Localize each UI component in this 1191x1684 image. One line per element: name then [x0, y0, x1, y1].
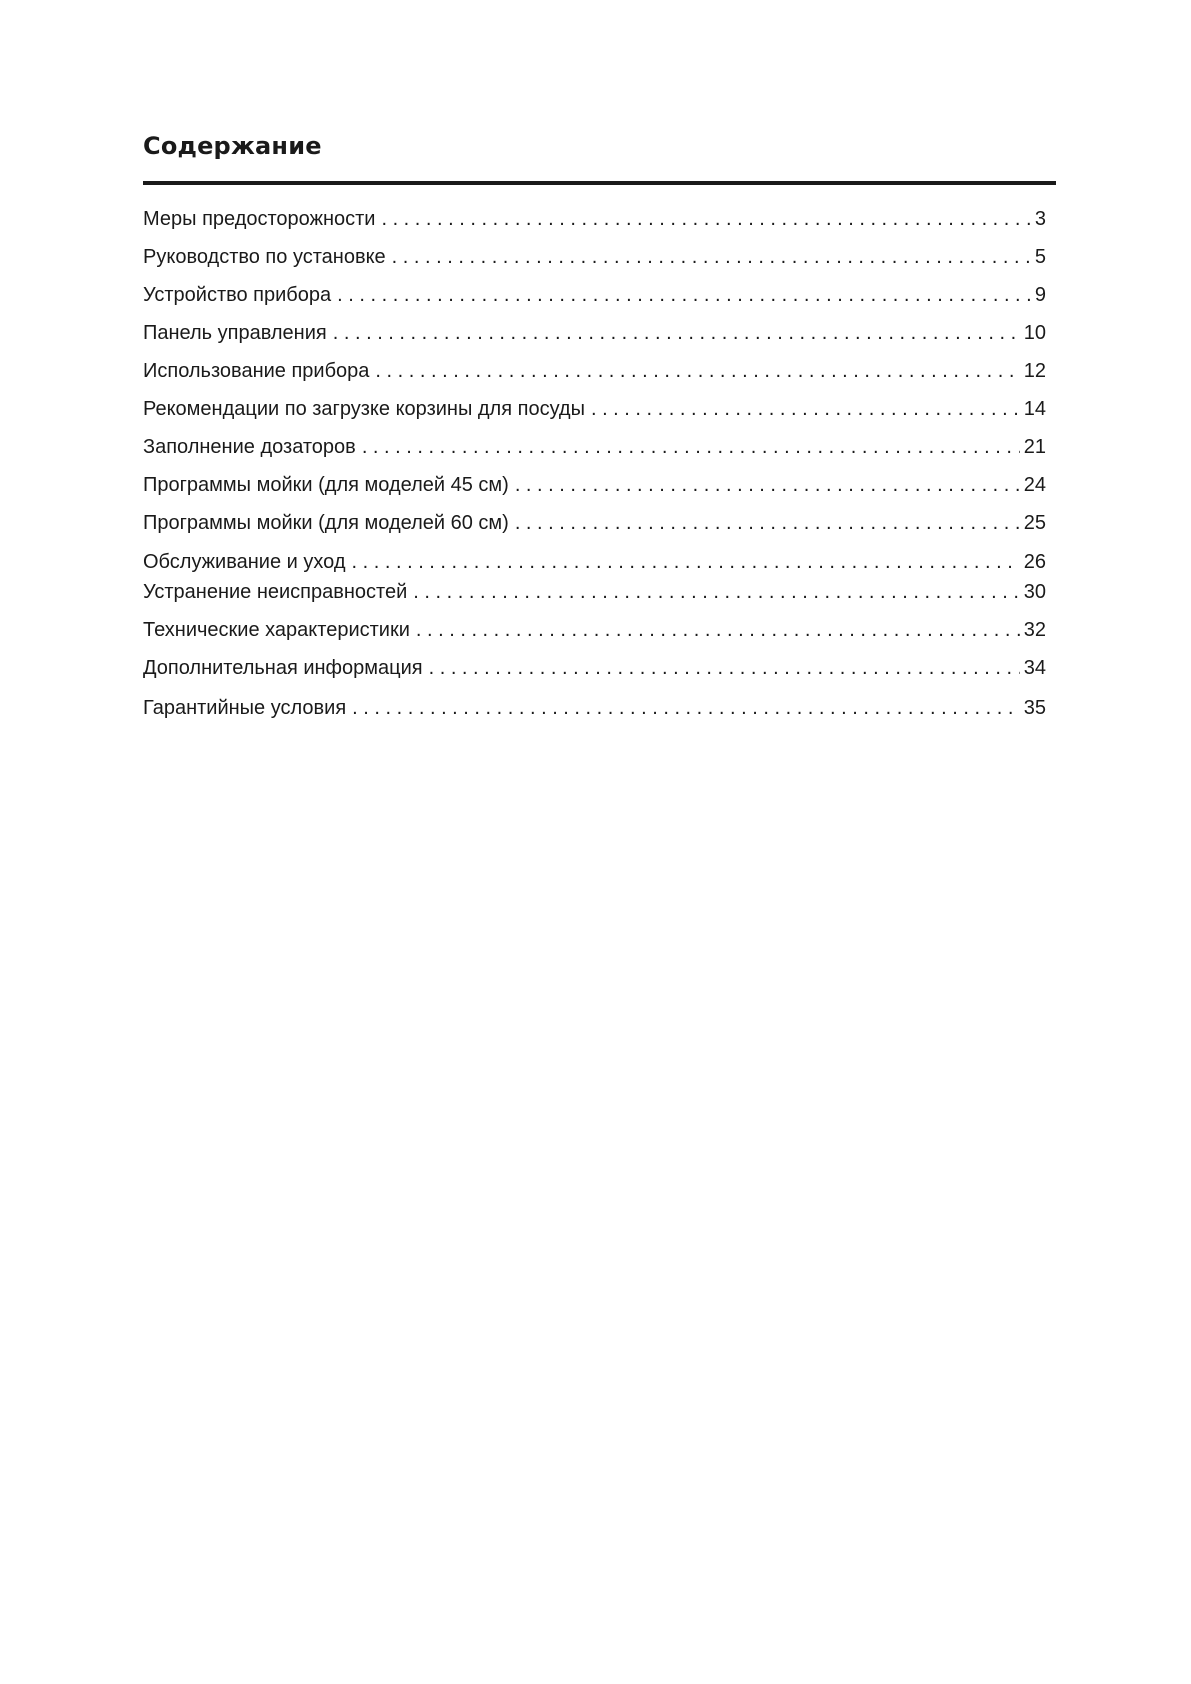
toc-entry-label: Гарантийные условия	[143, 697, 347, 719]
toc-entry-label: Устранение неисправностей	[143, 581, 408, 603]
title-divider	[143, 181, 1056, 185]
toc-entry[interactable]	[143, 281, 1046, 309]
toc-entry-label: Программы мойки (для моделей 60 см)	[143, 512, 509, 534]
toc-entry-page: 10	[1023, 322, 1046, 344]
toc-entry-label: Технические характеристики	[143, 619, 410, 641]
toc-entry-label: Рекомендации по загрузке корзины для посуды	[143, 398, 585, 420]
toc-entry[interactable]	[143, 654, 1046, 682]
toc-entry-page: 12	[1023, 360, 1046, 382]
toc-entry-page: 3	[1034, 208, 1046, 230]
dot-leader	[381, 205, 1030, 233]
dot-leader	[352, 548, 1020, 576]
toc-entry-label: Руководство по установке	[143, 246, 386, 268]
toc-entry[interactable]	[143, 616, 1046, 644]
dot-leader	[375, 357, 1019, 385]
toc-entry[interactable]	[143, 471, 1046, 499]
dot-leader	[429, 654, 1020, 682]
toc-entry-label: Обслуживание и уход	[143, 551, 346, 573]
toc-entry-page: 24	[1023, 474, 1046, 496]
toc-entry-page: 35	[1023, 697, 1046, 719]
dot-leader	[352, 694, 1020, 722]
toc-entry[interactable]	[143, 509, 1046, 537]
toc-entry[interactable]	[143, 243, 1046, 271]
toc-entry-label: Панель управления	[143, 322, 327, 344]
toc-entry-page: 14	[1023, 398, 1046, 420]
dot-leader	[362, 433, 1020, 461]
toc-entry[interactable]	[143, 548, 1046, 576]
toc-entry-label: Меры предосторожности	[143, 208, 376, 230]
toc-entry-page: 21	[1023, 436, 1046, 458]
toc-entry[interactable]	[143, 433, 1046, 461]
dot-leader	[413, 578, 1019, 606]
toc-entry[interactable]	[143, 694, 1046, 722]
dot-leader	[591, 395, 1020, 423]
toc-entry[interactable]	[143, 319, 1046, 347]
toc-entry-page: 9	[1034, 284, 1046, 306]
toc-entry[interactable]	[143, 578, 1046, 606]
toc-entry[interactable]	[143, 395, 1046, 423]
toc-entry-page: 25	[1023, 512, 1046, 534]
toc-entry-label: Использование прибора	[143, 360, 370, 382]
toc-entry[interactable]	[143, 357, 1046, 385]
toc-entry[interactable]	[143, 205, 1046, 233]
dot-leader	[392, 243, 1031, 271]
toc-entry-label: Заполнение дозаторов	[143, 436, 356, 458]
dot-leader	[515, 509, 1020, 537]
toc-entry-page: 5	[1034, 246, 1046, 268]
dot-leader	[333, 319, 1020, 347]
toc-entry-label: Устройство прибора	[143, 284, 332, 306]
page-title: Содержание	[143, 132, 322, 160]
toc-entry-label: Дополнительная информация	[143, 657, 423, 679]
toc-entry-label: Программы мойки (для моделей 45 см)	[143, 474, 509, 496]
toc-entry-page: 30	[1023, 581, 1046, 603]
toc-entry-page: 26	[1023, 551, 1046, 573]
dot-leader	[337, 281, 1031, 309]
dot-leader	[416, 616, 1020, 644]
toc-entry-page: 32	[1023, 619, 1046, 641]
dot-leader	[515, 471, 1020, 499]
toc-entry-page: 34	[1023, 657, 1046, 679]
